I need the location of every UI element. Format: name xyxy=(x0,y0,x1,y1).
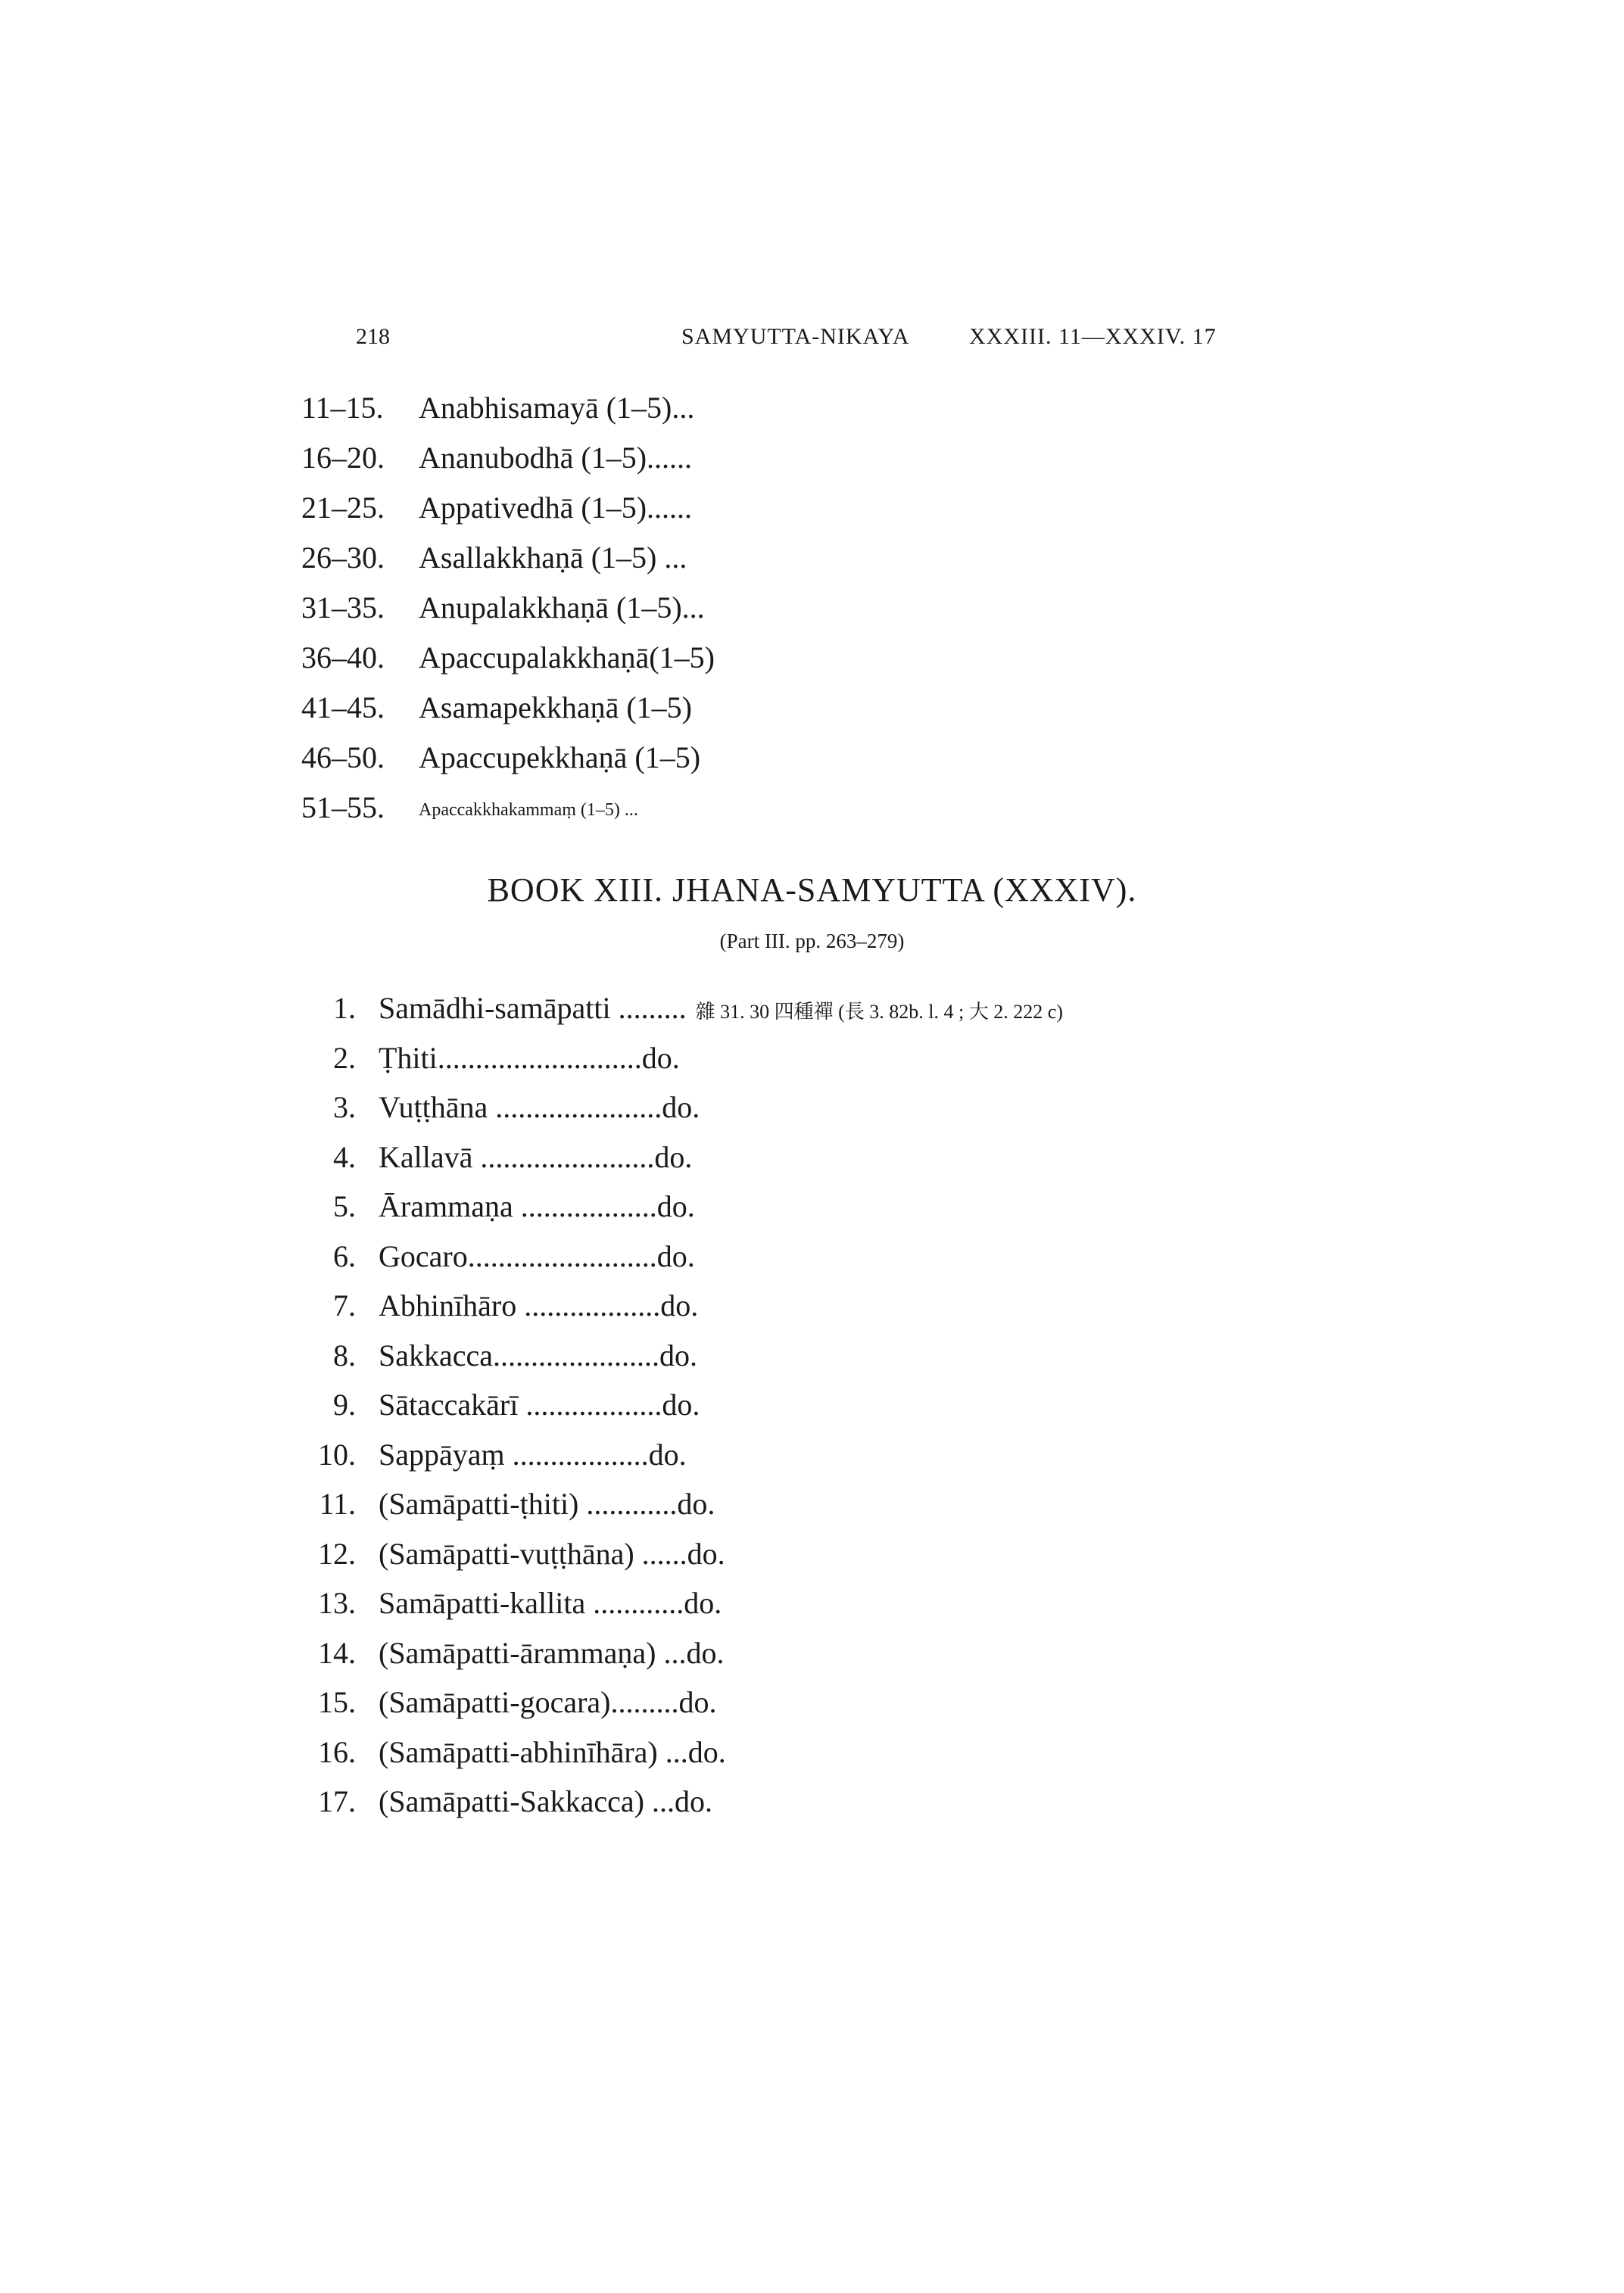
list-item xyxy=(301,590,1286,640)
list-item xyxy=(288,1288,1348,1338)
item-title: (Samāpatti-vuṭṭhāna) ......do. xyxy=(379,1536,725,1571)
item-number: 16. xyxy=(318,1734,356,1769)
item-number: 11–15. xyxy=(301,391,384,425)
list-item xyxy=(288,1238,1348,1288)
sutta-list-xxxiii xyxy=(301,390,1286,840)
list-item xyxy=(301,790,1286,840)
item-title: Apaccupalakkhaṇā(1–5) xyxy=(419,640,715,675)
list-item xyxy=(288,1437,1348,1487)
list-item xyxy=(288,1486,1348,1536)
item-number: 12. xyxy=(318,1536,356,1571)
item-number: 1. xyxy=(333,991,356,1025)
list-item xyxy=(288,1684,1348,1734)
item-number: 41–45. xyxy=(301,690,385,724)
item-title: (Samāpatti-abhinīhāra) ...do. xyxy=(379,1734,726,1769)
item-number: 17. xyxy=(318,1784,356,1818)
list-item xyxy=(288,1139,1348,1189)
list-item xyxy=(288,1784,1348,1833)
list-item xyxy=(288,1387,1348,1437)
item-title: Sappāyaṃ ..................do. xyxy=(379,1437,687,1472)
item-number: 16–20. xyxy=(301,441,385,475)
item-title-group xyxy=(379,990,1063,1026)
list-item xyxy=(301,740,1286,790)
item-title: Samāpatti-kallita ............do. xyxy=(379,1586,722,1620)
item-title: Sakkacca......................do. xyxy=(379,1338,698,1372)
item-number: 46–50. xyxy=(301,740,385,774)
list-item xyxy=(301,640,1286,690)
item-number: 14. xyxy=(318,1635,356,1670)
book-heading: BOOK XIII. JHANA-SAMYUTTA (XXXIV). xyxy=(487,871,1137,908)
header-range: XXXIII. 11—XXXIV. 17 xyxy=(969,324,1217,349)
list-item xyxy=(288,1734,1348,1784)
item-title: (Samāpatti-Sakkacca) ...do. xyxy=(379,1784,712,1818)
item-number: 51–55. xyxy=(301,790,385,824)
item-title: Ārammaṇa ..................do. xyxy=(379,1189,695,1223)
item-number: 36–40. xyxy=(301,640,385,675)
item-number: 5. xyxy=(333,1189,356,1223)
page-number: 218 xyxy=(356,324,390,349)
item-title: Appativedhā (1–5)...... xyxy=(419,491,693,525)
item-title: Anupalakkhaṇā (1–5)... xyxy=(419,590,705,625)
item-number: 11. xyxy=(319,1487,356,1521)
list-item xyxy=(288,1089,1348,1139)
list-item xyxy=(301,540,1286,590)
item-number: 26–30. xyxy=(301,541,385,575)
item-title: Anabhisamayā (1–5)... xyxy=(419,391,695,425)
item-title: (Samāpatti-ārammaṇa) ...do. xyxy=(379,1635,725,1670)
item-number: 9. xyxy=(333,1388,356,1422)
item-title: Apaccakkhakammaṃ (1–5) ... xyxy=(419,800,638,820)
running-header xyxy=(356,324,1302,362)
item-title: Vuṭṭhāna ......................do. xyxy=(379,1090,700,1124)
item-number: 10. xyxy=(318,1437,356,1472)
item-number: 7. xyxy=(333,1288,356,1323)
item-number: 2. xyxy=(333,1040,356,1075)
item-title: Sātaccakārī ..................do. xyxy=(379,1388,700,1422)
item-number: 8. xyxy=(333,1338,356,1372)
item-title: Gocaro.........................do. xyxy=(379,1238,695,1273)
list-item xyxy=(288,1189,1348,1238)
item-title: Samādhi-samāpatti ......... xyxy=(379,991,687,1025)
item-number: 3. xyxy=(333,1090,356,1124)
item-title: Apaccupekkhaṇā (1–5) xyxy=(419,740,701,774)
item-title: Kallavā .......................do. xyxy=(379,1139,693,1174)
item-number: 6. xyxy=(333,1238,356,1273)
list-item xyxy=(301,490,1286,540)
list-item xyxy=(288,990,1348,1040)
item-title: (Samāpatti-ṭhiti) ............do. xyxy=(379,1487,715,1521)
item-title: Ṭhiti...........................do. xyxy=(379,1040,680,1075)
item-number: 13. xyxy=(318,1586,356,1620)
item-title: Asamapekkhaṇā (1–5) xyxy=(419,690,692,724)
list-item xyxy=(288,1338,1348,1388)
part-reference: (Part III. pp. 263–279) xyxy=(719,930,905,952)
item-title: Asallakkhaṇā (1–5) ... xyxy=(419,541,687,575)
header-title: SAMYUTTA-NIKAYA xyxy=(681,324,910,349)
item-title: (Samāpatti-gocara).........do. xyxy=(379,1685,717,1719)
list-item xyxy=(301,440,1286,490)
item-title: Abhinīhāro ..................do. xyxy=(379,1288,699,1323)
sutta-list-xxxiv xyxy=(288,990,1348,1833)
item-number: 21–25. xyxy=(301,491,385,525)
list-item xyxy=(301,690,1286,740)
list-item xyxy=(288,1635,1348,1685)
list-item xyxy=(301,390,1286,440)
item-parallel-reference: 雜 31. 30 四種禪 (長 3. 82b. l. 4 ; 大 2. 222 c) xyxy=(695,1001,1063,1023)
item-title: Ananubodhā (1–5)...... xyxy=(419,441,693,475)
item-number: 31–35. xyxy=(301,590,385,625)
list-item xyxy=(288,1585,1348,1635)
list-item xyxy=(288,1040,1348,1090)
item-number: 15. xyxy=(318,1685,356,1719)
list-item xyxy=(288,1536,1348,1586)
item-number: 4. xyxy=(333,1139,356,1174)
